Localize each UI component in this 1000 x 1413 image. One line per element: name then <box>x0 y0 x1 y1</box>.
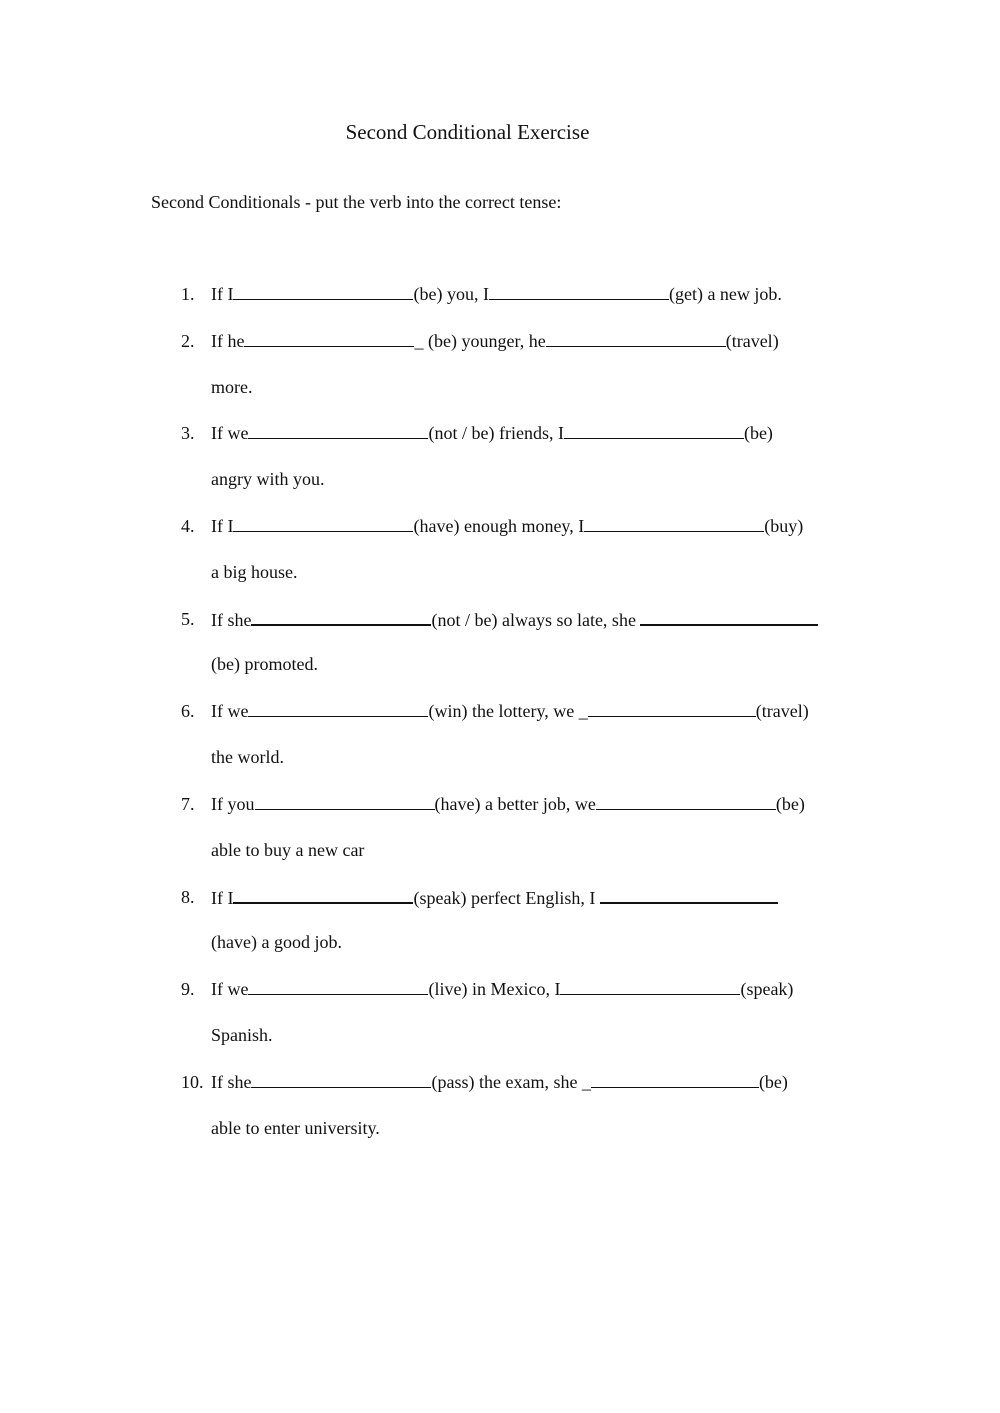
answer-blank[interactable] <box>233 884 413 904</box>
answer-blank[interactable] <box>600 884 778 904</box>
answer-blank[interactable] <box>564 420 744 439</box>
answer-blank[interactable] <box>255 791 435 810</box>
answer-blank[interactable] <box>233 281 413 300</box>
item-number: 8. <box>181 887 195 907</box>
item-number: 6. <box>181 701 195 721</box>
answer-blank[interactable] <box>248 420 428 439</box>
answer-blank[interactable] <box>584 513 764 532</box>
answer-blank[interactable] <box>233 513 413 532</box>
item-number: 3. <box>181 423 195 443</box>
answer-blank[interactable] <box>588 698 756 717</box>
page-title: Second Conditional Exercise <box>345 120 590 144</box>
answer-blank[interactable] <box>546 328 726 347</box>
answer-blank[interactable] <box>251 606 431 626</box>
item-number: 7. <box>181 794 195 814</box>
worksheet-page: Second Conditional Exercise Second Conditionals - put the verb into the correct tense: 1. If I (be) you, I (get) a new job. 2. If he _ (be) younger, he (travel) more. 3. If we (not / be) friends, I (be) angry with you. 4. If I (have) enough money, I (buy) a big house. 5. If she (not / be) always so late, she (be) promoted. 6. If we (win) the lottery, we _ (travel) the world. 7. If you (have) a better job, we (be) able to buy a new car 8. If I (speak) perfect English, I (have) a good job. 9. If we (live) in Mexico, I (speak) Spanish. 10. If she (pass) the exam, she _ (be) able to enter university. <box>0 0 1000 1413</box>
item-number: 10. <box>181 1072 204 1092</box>
answer-blank[interactable] <box>248 698 428 717</box>
answer-blank[interactable] <box>596 791 776 810</box>
item-number: 9. <box>181 979 195 999</box>
item-number: 5. <box>181 609 195 629</box>
item-number: 1. <box>181 284 195 304</box>
answer-blank[interactable] <box>591 1069 759 1088</box>
answer-blank[interactable] <box>251 1069 431 1088</box>
item-number: 4. <box>181 516 195 536</box>
answer-blank[interactable] <box>640 606 818 626</box>
instructions: Second Conditionals - put the verb into the correct tense: <box>151 192 562 212</box>
item-number: 2. <box>181 331 195 351</box>
answer-blank[interactable] <box>248 976 428 995</box>
answer-blank[interactable] <box>244 328 414 347</box>
answer-blank[interactable] <box>560 976 740 995</box>
answer-blank[interactable] <box>489 281 669 300</box>
